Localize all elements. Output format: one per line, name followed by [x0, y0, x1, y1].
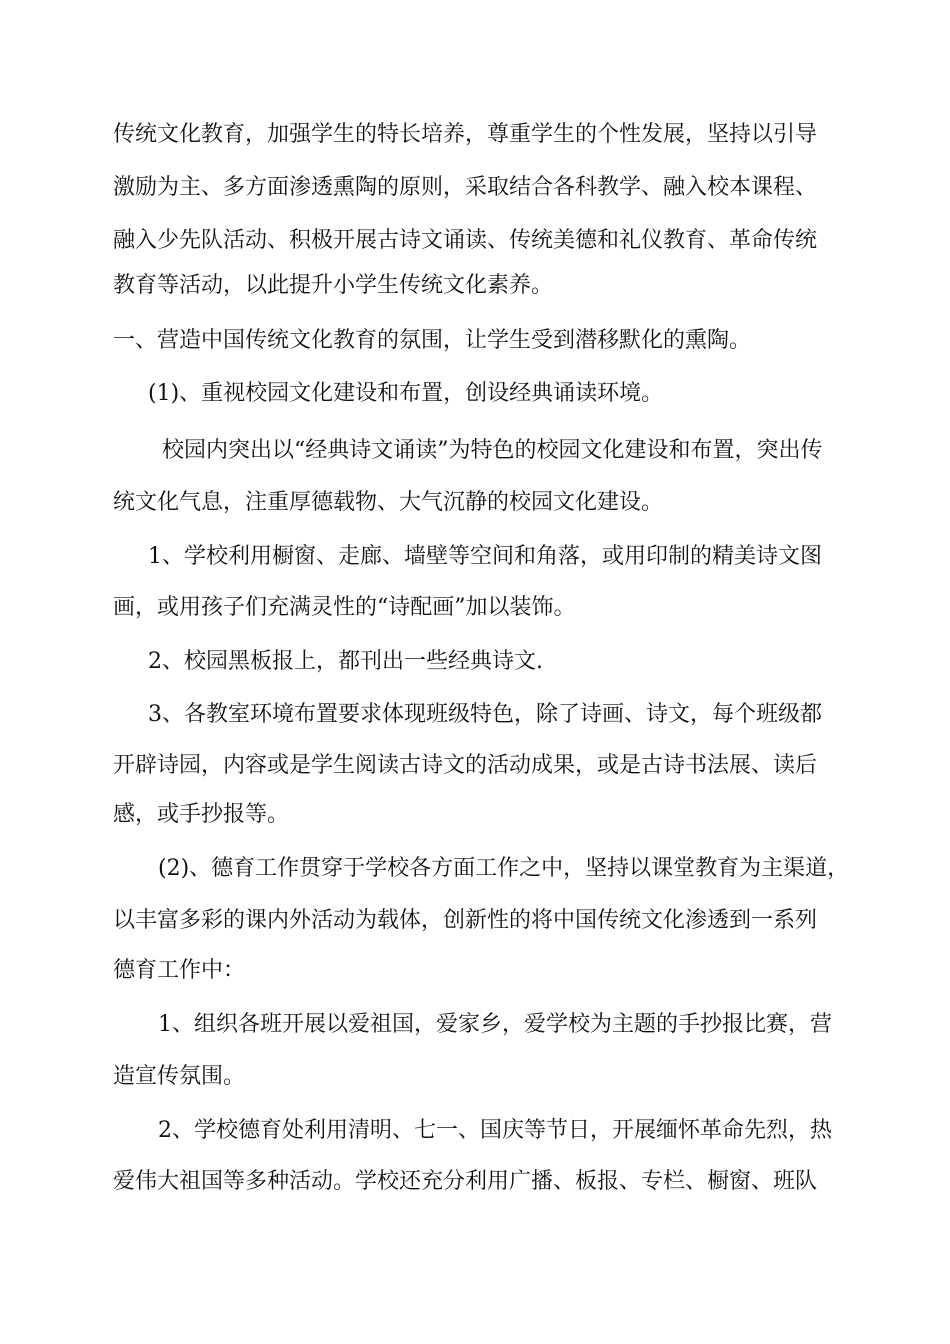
text-line: 爱伟大祖国等多种活动。学校还充分利用广播、板报、专栏、橱窗、班队	[113, 1169, 818, 1194]
list-item: 2、校园黑板报上，都刊出一些经典诗文.	[148, 649, 543, 674]
text-line: 统文化气息，注重厚德载物、大气沉静的校园文化建设。	[113, 490, 664, 515]
subsection-heading: (2)、德育工作贯穿于学校各方面工作之中，坚持以课堂教育为主渠道，	[158, 856, 850, 881]
text-line: 校园内突出以“经典诗文诵读”为特色的校园文化建设和布置，突出传	[162, 438, 823, 463]
text-line: 造宣传氛围。	[113, 1064, 246, 1089]
section-heading: 一、营造中国传统文化教育的氛围，让学生受到潜移默化的熏陶。	[113, 328, 752, 353]
text-line: 传统文化教育，加强学生的特长培养，尊重学生的个性发展，坚持以引导	[113, 122, 818, 147]
list-item: 1、组织各班开展以爱祖国，爱家乡，爱学校为主题的手抄报比赛，营	[158, 1012, 832, 1037]
list-item: 3、各教室环境布置要求体现班级特色，除了诗画、诗文，每个班级都	[148, 702, 822, 727]
text-line: 激励为主、多方面渗透熏陶的原则，采取结合各科教学、融入校本课程、	[113, 175, 818, 200]
text-line: 教育等活动，以此提升小学生传统文化素养。	[113, 273, 554, 298]
list-item: 1、学校利用橱窗、走廊、墙壁等空间和角落，或用印制的精美诗文图	[148, 544, 822, 569]
text-line: 德育工作中：	[113, 958, 246, 983]
list-item: 2、学校德育处利用清明、七一、国庆等节日，开展缅怀革命先烈，热	[158, 1118, 832, 1143]
text-line: 以丰富多彩的课内外活动为载体，创新性的将中国传统文化渗透到一系列	[113, 908, 818, 933]
text-line: 融入少先队活动、积极开展古诗文诵读、传统美德和礼仪教育、革命传统	[113, 228, 818, 253]
text-line: 开辟诗园，内容或是学生阅读古诗文的活动成果，或是古诗书法展、读后	[113, 753, 818, 778]
text-line: 感，或手抄报等。	[113, 802, 290, 827]
subsection-heading: (1)、重视校园文化建设和布置，创设经典诵读环境。	[148, 381, 664, 406]
text-line: 画，或用孩子们充满灵性的“诗配画”加以装饰。	[113, 595, 576, 620]
